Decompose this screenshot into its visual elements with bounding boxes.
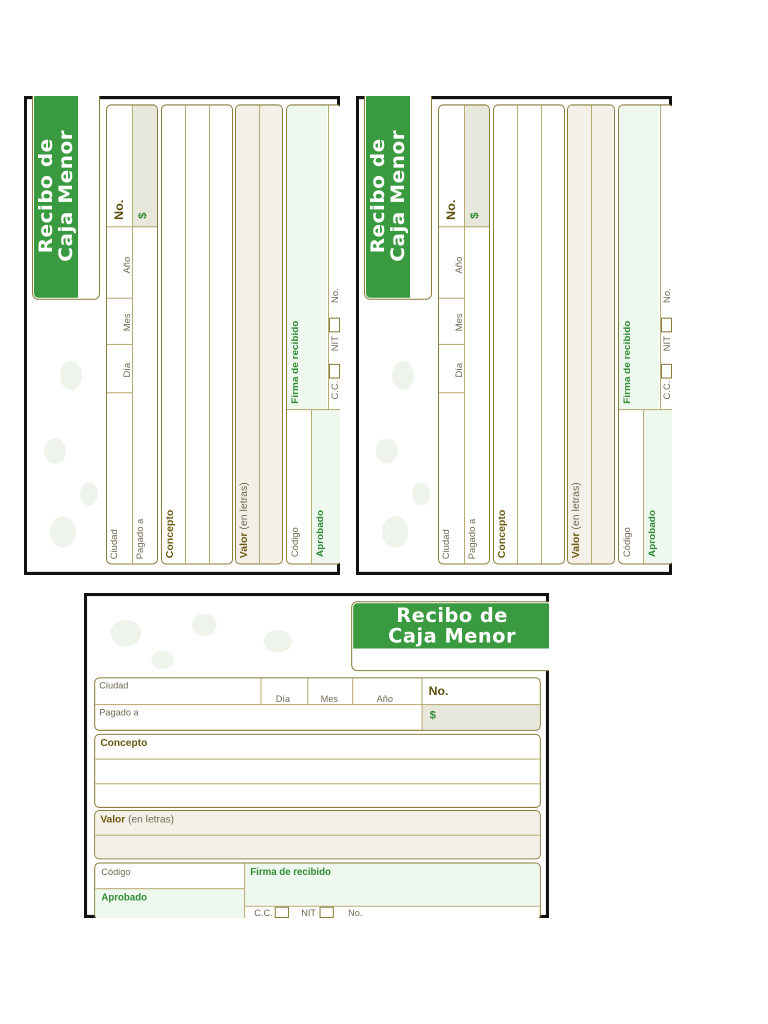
title-line-1: Recibo de bbox=[35, 138, 57, 254]
petty-cash-receipt bbox=[356, 96, 672, 575]
receipt-title bbox=[353, 605, 549, 646]
valor-panel bbox=[235, 104, 283, 564]
watermark-blob bbox=[192, 614, 216, 637]
watermark-blob bbox=[44, 438, 66, 463]
receipt-title bbox=[36, 96, 76, 298]
title-line-1: Recibo de bbox=[396, 604, 508, 627]
divider bbox=[464, 105, 465, 563]
valor-panel bbox=[567, 104, 615, 564]
divider bbox=[517, 105, 518, 563]
dia-label: Día bbox=[275, 693, 290, 705]
divider bbox=[311, 410, 312, 563]
codigo-label: Código bbox=[290, 527, 300, 558]
valor-label-sub: (en letras) bbox=[571, 482, 582, 530]
divider bbox=[259, 105, 260, 563]
divider bbox=[260, 678, 261, 704]
mes-label: Mes bbox=[320, 693, 338, 705]
signature-panel bbox=[286, 104, 340, 564]
number-amount-shade bbox=[464, 105, 489, 227]
no-label: No. bbox=[330, 288, 340, 303]
signature-panel bbox=[618, 104, 672, 564]
divider bbox=[439, 392, 464, 393]
number-amount-shade bbox=[132, 105, 157, 227]
cc-label: C.C. bbox=[662, 380, 672, 400]
receipt-copy-landscape bbox=[84, 593, 549, 918]
amount-dollar-label: $ bbox=[429, 709, 436, 722]
title-line-2: Caja Menor bbox=[55, 129, 77, 262]
petty-cash-receipt bbox=[24, 96, 340, 575]
watermark-blob bbox=[263, 630, 292, 653]
codigo-label: Código bbox=[101, 866, 131, 877]
nit-label: NIT bbox=[662, 336, 672, 352]
codigo-label: Código bbox=[622, 527, 632, 558]
nit-checkbox[interactable] bbox=[661, 318, 672, 333]
ciudad-label: Ciudad bbox=[109, 529, 119, 560]
cc-checkbox[interactable] bbox=[329, 364, 340, 379]
divider bbox=[307, 678, 308, 704]
divider bbox=[107, 226, 157, 227]
valor-label-text: Valor bbox=[239, 532, 250, 559]
divider bbox=[95, 783, 540, 784]
divider bbox=[591, 105, 592, 563]
divider bbox=[439, 344, 464, 345]
no-label: No. bbox=[348, 907, 363, 918]
firma-label: Firma de recibido bbox=[290, 320, 301, 404]
divider bbox=[107, 344, 132, 345]
mes-label: Mes bbox=[122, 313, 132, 332]
divider bbox=[439, 226, 489, 227]
valor-label-text: Valor bbox=[100, 814, 126, 826]
receipt-number-label: No. bbox=[444, 199, 458, 220]
valor-label-text: Valor bbox=[571, 532, 582, 559]
pagado-a-label: Pagado a bbox=[135, 518, 145, 560]
title-box bbox=[351, 601, 549, 671]
nit-checkbox[interactable] bbox=[329, 318, 340, 333]
divider bbox=[422, 678, 423, 729]
title-line-2: Caja Menor bbox=[388, 624, 517, 648]
receipt-copy-rotated-left bbox=[24, 96, 340, 575]
petty-cash-receipt bbox=[84, 593, 549, 918]
title-line-1: Recibo de bbox=[367, 138, 389, 254]
amount-dollar-label: $ bbox=[137, 212, 149, 219]
concepto-label: Concepto bbox=[100, 738, 148, 750]
divider bbox=[95, 704, 540, 705]
ano-label: Año bbox=[454, 256, 464, 274]
cc-checkbox[interactable] bbox=[275, 907, 289, 918]
nit-label: NIT bbox=[301, 907, 316, 918]
title-box bbox=[364, 96, 432, 300]
title-box bbox=[32, 96, 100, 300]
receipt-number-label: No. bbox=[112, 199, 126, 220]
title-banner bbox=[366, 96, 410, 298]
cc-checkbox[interactable] bbox=[661, 364, 672, 379]
valor-label bbox=[239, 482, 250, 558]
firma-label: Firma de recibido bbox=[622, 320, 633, 404]
divider bbox=[352, 678, 353, 704]
divider bbox=[619, 409, 672, 410]
aprobado-label: Aprobado bbox=[101, 892, 148, 904]
divider bbox=[541, 105, 542, 563]
mes-label: Mes bbox=[454, 313, 464, 332]
dia-label: Día bbox=[122, 362, 132, 378]
divider bbox=[107, 392, 132, 393]
valor-label-sub: (en letras) bbox=[128, 814, 175, 826]
firma-label: Firma de recibido bbox=[250, 866, 331, 878]
cc-label: C.C. bbox=[330, 380, 340, 400]
ano-label: Año bbox=[122, 256, 132, 274]
ciudad-label: Ciudad bbox=[99, 680, 129, 691]
title-banner bbox=[353, 603, 549, 648]
valor-label bbox=[100, 814, 174, 825]
watermark-blob bbox=[60, 361, 82, 390]
watermark-blob bbox=[50, 516, 76, 548]
watermark-blob bbox=[376, 438, 398, 463]
aprobado-label: Aprobado bbox=[315, 510, 326, 558]
cc-label: C.C. bbox=[254, 907, 273, 918]
concepto-panel bbox=[94, 734, 541, 808]
concepto-label: Concepto bbox=[497, 509, 508, 559]
header-fields-panel bbox=[438, 104, 490, 564]
watermark-blob bbox=[111, 620, 142, 647]
divider bbox=[643, 410, 644, 563]
nit-checkbox[interactable] bbox=[320, 907, 334, 918]
divider bbox=[95, 888, 244, 889]
amount-dollar-label: $ bbox=[469, 212, 481, 219]
pagado-a-label: Pagado a bbox=[467, 518, 477, 560]
signature-panel bbox=[94, 862, 541, 918]
number-amount-shade bbox=[422, 704, 540, 730]
header-fields-panel bbox=[94, 677, 541, 730]
concepto-label: Concepto bbox=[165, 509, 176, 559]
concepto-panel bbox=[161, 104, 233, 564]
dia-label: Día bbox=[454, 362, 464, 378]
valor-label bbox=[571, 482, 582, 558]
receipt-copy-rotated-right bbox=[356, 96, 672, 575]
valor-label-sub: (en letras) bbox=[239, 482, 250, 530]
ciudad-label: Ciudad bbox=[441, 529, 451, 560]
divider bbox=[107, 298, 132, 299]
watermark-blob bbox=[151, 651, 173, 670]
title-line-2: Caja Menor bbox=[387, 129, 409, 262]
concepto-panel bbox=[493, 104, 565, 564]
divider bbox=[439, 298, 464, 299]
header-fields-panel bbox=[106, 104, 158, 564]
divider bbox=[185, 105, 186, 563]
divider bbox=[209, 105, 210, 563]
watermark-blob bbox=[392, 361, 414, 390]
nit-label: NIT bbox=[330, 336, 340, 352]
receipt-number-label: No. bbox=[428, 683, 449, 698]
divider bbox=[95, 759, 540, 760]
divider bbox=[95, 835, 540, 836]
watermark-blob bbox=[412, 483, 430, 506]
no-label: No. bbox=[662, 288, 672, 303]
watermark-blob bbox=[80, 483, 98, 506]
aprobado-label: Aprobado bbox=[647, 510, 658, 558]
divider bbox=[287, 409, 340, 410]
pagado-a-label: Pagado a bbox=[99, 707, 139, 718]
watermark-blob bbox=[382, 516, 408, 548]
title-banner bbox=[34, 96, 78, 298]
valor-panel bbox=[94, 810, 541, 859]
divider bbox=[244, 863, 245, 918]
receipt-title bbox=[368, 96, 408, 298]
divider bbox=[132, 105, 133, 563]
ano-label: Año bbox=[376, 693, 393, 705]
